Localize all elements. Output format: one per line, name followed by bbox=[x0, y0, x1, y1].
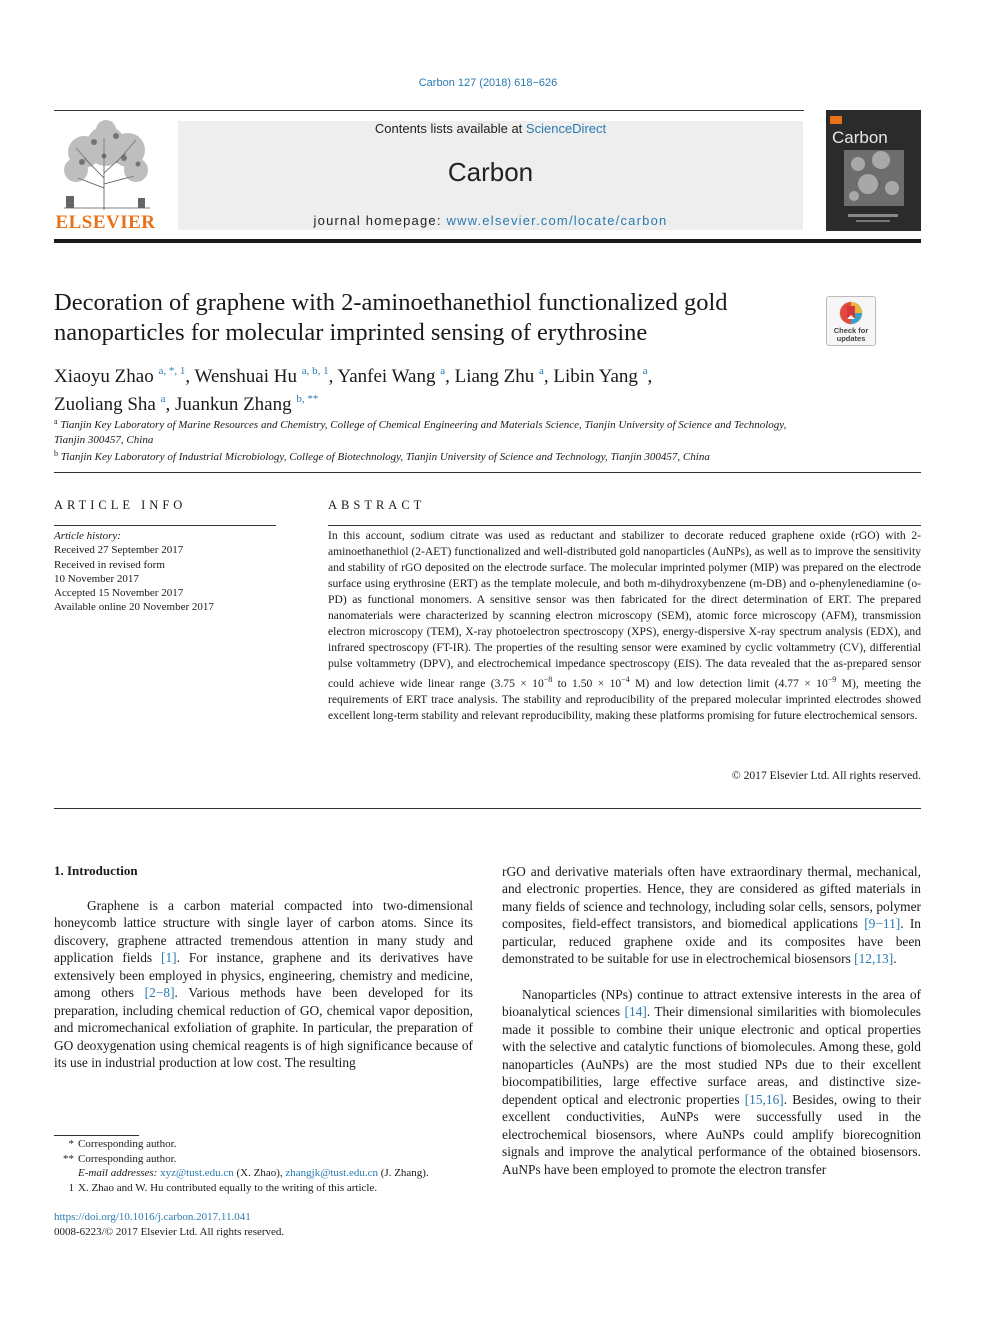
article-info-rule bbox=[54, 525, 276, 526]
author-marks[interactable]: a, b, 1 bbox=[301, 365, 329, 377]
history-item: Received in revised form bbox=[54, 558, 165, 571]
author-marks[interactable]: a, *, 1 bbox=[158, 365, 186, 377]
author-marks[interactable]: b, ** bbox=[296, 393, 319, 405]
crossmark-label-1: Check for bbox=[833, 326, 869, 335]
author[interactable]: Wenshuai Hu $^{a, b, 1}$ bbox=[194, 365, 329, 387]
crossmark-label-2: updates bbox=[836, 334, 866, 343]
author[interactable]: Libin Yang $^a$ bbox=[553, 365, 648, 387]
affiliation-a: $^a$ Tianjin Key Laboratory of Marine Resources and Chemistry, College of Chemical Engineering and Materials Science, Tianjin University of Science and Technology, Tianjin 300457, China bbox=[54, 417, 787, 446]
title-block-rule bbox=[54, 472, 921, 473]
footnotes bbox=[54, 1137, 484, 1195]
reference-link[interactable]: [2−8] bbox=[144, 985, 175, 1001]
footnote-corresponding-1: * Corresponding author. bbox=[68, 1138, 177, 1150]
author-marks[interactable]: a bbox=[642, 365, 648, 377]
issn-copyright: 0008-6223/© 2017 Elsevier Ltd. All rights reserved. bbox=[54, 1226, 285, 1238]
cover-art-icon bbox=[826, 110, 921, 231]
article-history bbox=[54, 529, 276, 615]
check-for-updates-button[interactable] bbox=[826, 296, 876, 346]
contents-prefix: Contents lists available at bbox=[374, 121, 523, 136]
reference-link[interactable]: [12,13] bbox=[854, 951, 894, 967]
journal-citation[interactable]: Carbon 127 (2018) 618−626 bbox=[418, 77, 558, 89]
affiliations bbox=[54, 415, 814, 465]
body-column-left: Graphene is a carbon material compacted into two-dimensional honeycomb lattice structure with single layer of carbon atoms. Since its discovery, graphene attracted tremendous attention in many study and application fields [1]. For instance, graphene and its derivatives have extensively been employed in physics, engineering, chemistry and medicine, among others [2−8]. Various methods have been developed for its preparation, including chemical reduction of GO, chemical vapor deposition, and micromechanical exfoliation of graphite. In particular, the preparation of GO deoxygenation using chemical reagents is of high significance because of its use in industrial production at low cost. The resulting bbox=[54, 898, 473, 1071]
footnote-equal-contribution: 1 X. Zhao and W. Hu contributed equally to the writing of this article. bbox=[68, 1181, 378, 1194]
contents-line bbox=[178, 121, 803, 136]
author-marks[interactable]: a bbox=[539, 365, 544, 377]
cover-title: Carbon bbox=[832, 128, 888, 147]
header-top-rule bbox=[54, 110, 804, 111]
journal-homepage-link[interactable]: www.elsevier.com/locate/carbon bbox=[446, 213, 668, 228]
journal-name: Carbon bbox=[447, 157, 534, 187]
elsevier-tree-icon bbox=[54, 118, 157, 214]
reference-link[interactable]: [15,16] bbox=[744, 1091, 784, 1107]
affiliation-b: $^b$ Tianjin Key Laboratory of Industrial Microbiology, College of Biotechnology, Tianjin University of Science and Technology, Tianjin 300457, China bbox=[54, 449, 710, 463]
abstract-copyright: © 2017 Elsevier Ltd. All rights reserved. bbox=[731, 769, 921, 782]
header-bottom-rule bbox=[54, 239, 921, 243]
body-column-right-paragraph-2: Nanoparticles (NPs) continue to attract extensive interests in the area of bioanalytical sciences [14]. Their dimensional similarities with biomolecules made it possible to combine their unique electronic and optical properties with the selective and catalytic functions of biomolecules. Among these, gold nanoparticles (AuNPs) are the most studied NPs due to their excellent biocompatibilities, large effective surface areas, and distinctive size-dependent optical and electronic properties [15,16]. Besides, owing to their excellent conductivities, AuNPs were successfully used in the electrochemical biosensors, where AuNPs could amplify biorecognition signals and improve the analytical performance of the obtained biosensors. AuNPs have been employed to promote the electron transfer bbox=[502, 987, 921, 1177]
author[interactable]: Yanfei Wang $^a$ bbox=[337, 365, 446, 387]
journal-homepage-line bbox=[178, 213, 803, 228]
reference-link[interactable]: [1] bbox=[161, 950, 177, 966]
elsevier-logo[interactable] bbox=[54, 118, 157, 236]
reference-link[interactable]: [9−11] bbox=[864, 916, 901, 932]
footnote-rule bbox=[54, 1135, 139, 1136]
author[interactable]: Zuoliang Sha $^a$ bbox=[54, 393, 166, 415]
section-heading-introduction: 1. Introduction bbox=[54, 863, 138, 878]
abstract-end-rule bbox=[54, 808, 921, 809]
history-item: Available online 20 November 2017 bbox=[54, 601, 214, 614]
author[interactable]: Juankun Zhang $^{b, **}$ bbox=[175, 393, 319, 415]
sciencedirect-link[interactable]: ScienceDirect bbox=[525, 121, 607, 136]
author-marks[interactable]: a bbox=[440, 365, 446, 377]
article-title: Decoration of graphene with 2-aminoethanethiol functionalized gold nanoparticles for molecular imprinted sensing of erythrosine bbox=[54, 289, 728, 346]
abstract-rule bbox=[328, 525, 921, 526]
body-column-right-paragraph-1: rGO and derivative materials often have extraordinary thermal, mechanical, and electronic properties. Hence, they are considered as gifted materials in many fields of science and technology, including solar cells, sensors, polymer composites, field-effect transistors, and biomedical applications [9−11]. In particular, reduced graphene oxide and its composites have been demonstrated to be suitable for use in electrochemical biosensors [12,13]. bbox=[502, 864, 921, 967]
history-item: 10 November 2017 bbox=[54, 572, 139, 585]
email-link[interactable]: xyz@tust.edu.cn bbox=[160, 1167, 234, 1179]
author[interactable]: Liang Zhu $^a$ bbox=[454, 365, 544, 387]
history-item: Accepted 15 November 2017 bbox=[54, 587, 184, 600]
journal-cover-thumbnail[interactable] bbox=[826, 110, 921, 231]
elsevier-wordmark: ELSEVIER bbox=[55, 212, 156, 233]
abstract-heading: ABSTRACT bbox=[328, 498, 426, 512]
footnote-emails: E-mail addresses: xyz@tust.edu.cn (X. Zhao), zhangjk@tust.edu.cn (J. Zhang). bbox=[78, 1167, 429, 1179]
reference-link[interactable]: [14] bbox=[624, 1004, 647, 1020]
history-label: Article history: bbox=[54, 530, 121, 542]
author-list: Xiaoyu Zhao $^{a, *, 1}$, Wenshuai Hu $^{a, b, 1}$, Yanfei Wang $^a$, Liang Zhu $^a$, Libin Yang $^a$, Zuoliang Sha $^a$, Juankun Zhang $^{b, **}$ bbox=[54, 365, 653, 415]
history-item: Received 27 September 2017 bbox=[54, 544, 184, 557]
article-info-heading: ARTICLE INFO bbox=[54, 498, 187, 512]
footnote-corresponding-2: ** Corresponding author. bbox=[63, 1152, 177, 1165]
email-link[interactable]: zhangjk@tust.edu.cn bbox=[285, 1167, 378, 1179]
abstract-text: In this account, sodium citrate was used as reductant and stabilizer to decorate reduced graphene oxide (rGO) with 2-aminoethanethiol (2-AET) functionalized and well-distributed gold nanoparticles (AuNPs), as well as to improve the sensitivity and stability of rGO deposited on the electrode surface. The molecular imprinted polymer (MIP) was prepared on the electrode surface using erythrosine (ERT) as the template molecule, and both m-dihydroxybenzene (m-DB) and o-phenylenediamine (o-PD) as functional monomers. A sensitive sensor was then fabricated for the direct determination of ERT. The prepared nanomaterials were characterized by scanning electron microscopy (SEM), atomic force microscopy (AFM), transmission electron microscopy (TEM), X-ray photoelectron spectroscopy (XPS), energy-dispersive X-ray spectrum analysis (EDX), and infrared spectroscopy (FT-IR). The properties of the resulting sensor were examined by cyclic voltammetry (CV), differential pulse voltammetry (DPV), and electrochemical impedance spectroscopy (EIS). The data revealed that the as-prepared sensor could achieve wide linear range ($3.75 \times 10^{-8}$ to $1.50 \times 10^{-4}$ M) and low detection limit ($4.77 \times 10^{-9}$ M), meeting the requirements of ERT trace analysis. The stability and reproducibility of the prepared molecular imprinted electrodes showed excellent long-term stability and relevant reproducibility, making these platforms promising for future electrochemical sensors. bbox=[328, 529, 921, 723]
author[interactable]: Xiaoyu Zhao $^{a, *, 1}$ bbox=[54, 365, 186, 387]
crossmark-icon bbox=[827, 297, 875, 327]
author-marks[interactable]: a bbox=[160, 393, 166, 405]
doi-link[interactable]: https://doi.org/10.1016/j.carbon.2017.11.041 bbox=[54, 1211, 251, 1223]
homepage-prefix: journal homepage: bbox=[313, 213, 442, 228]
